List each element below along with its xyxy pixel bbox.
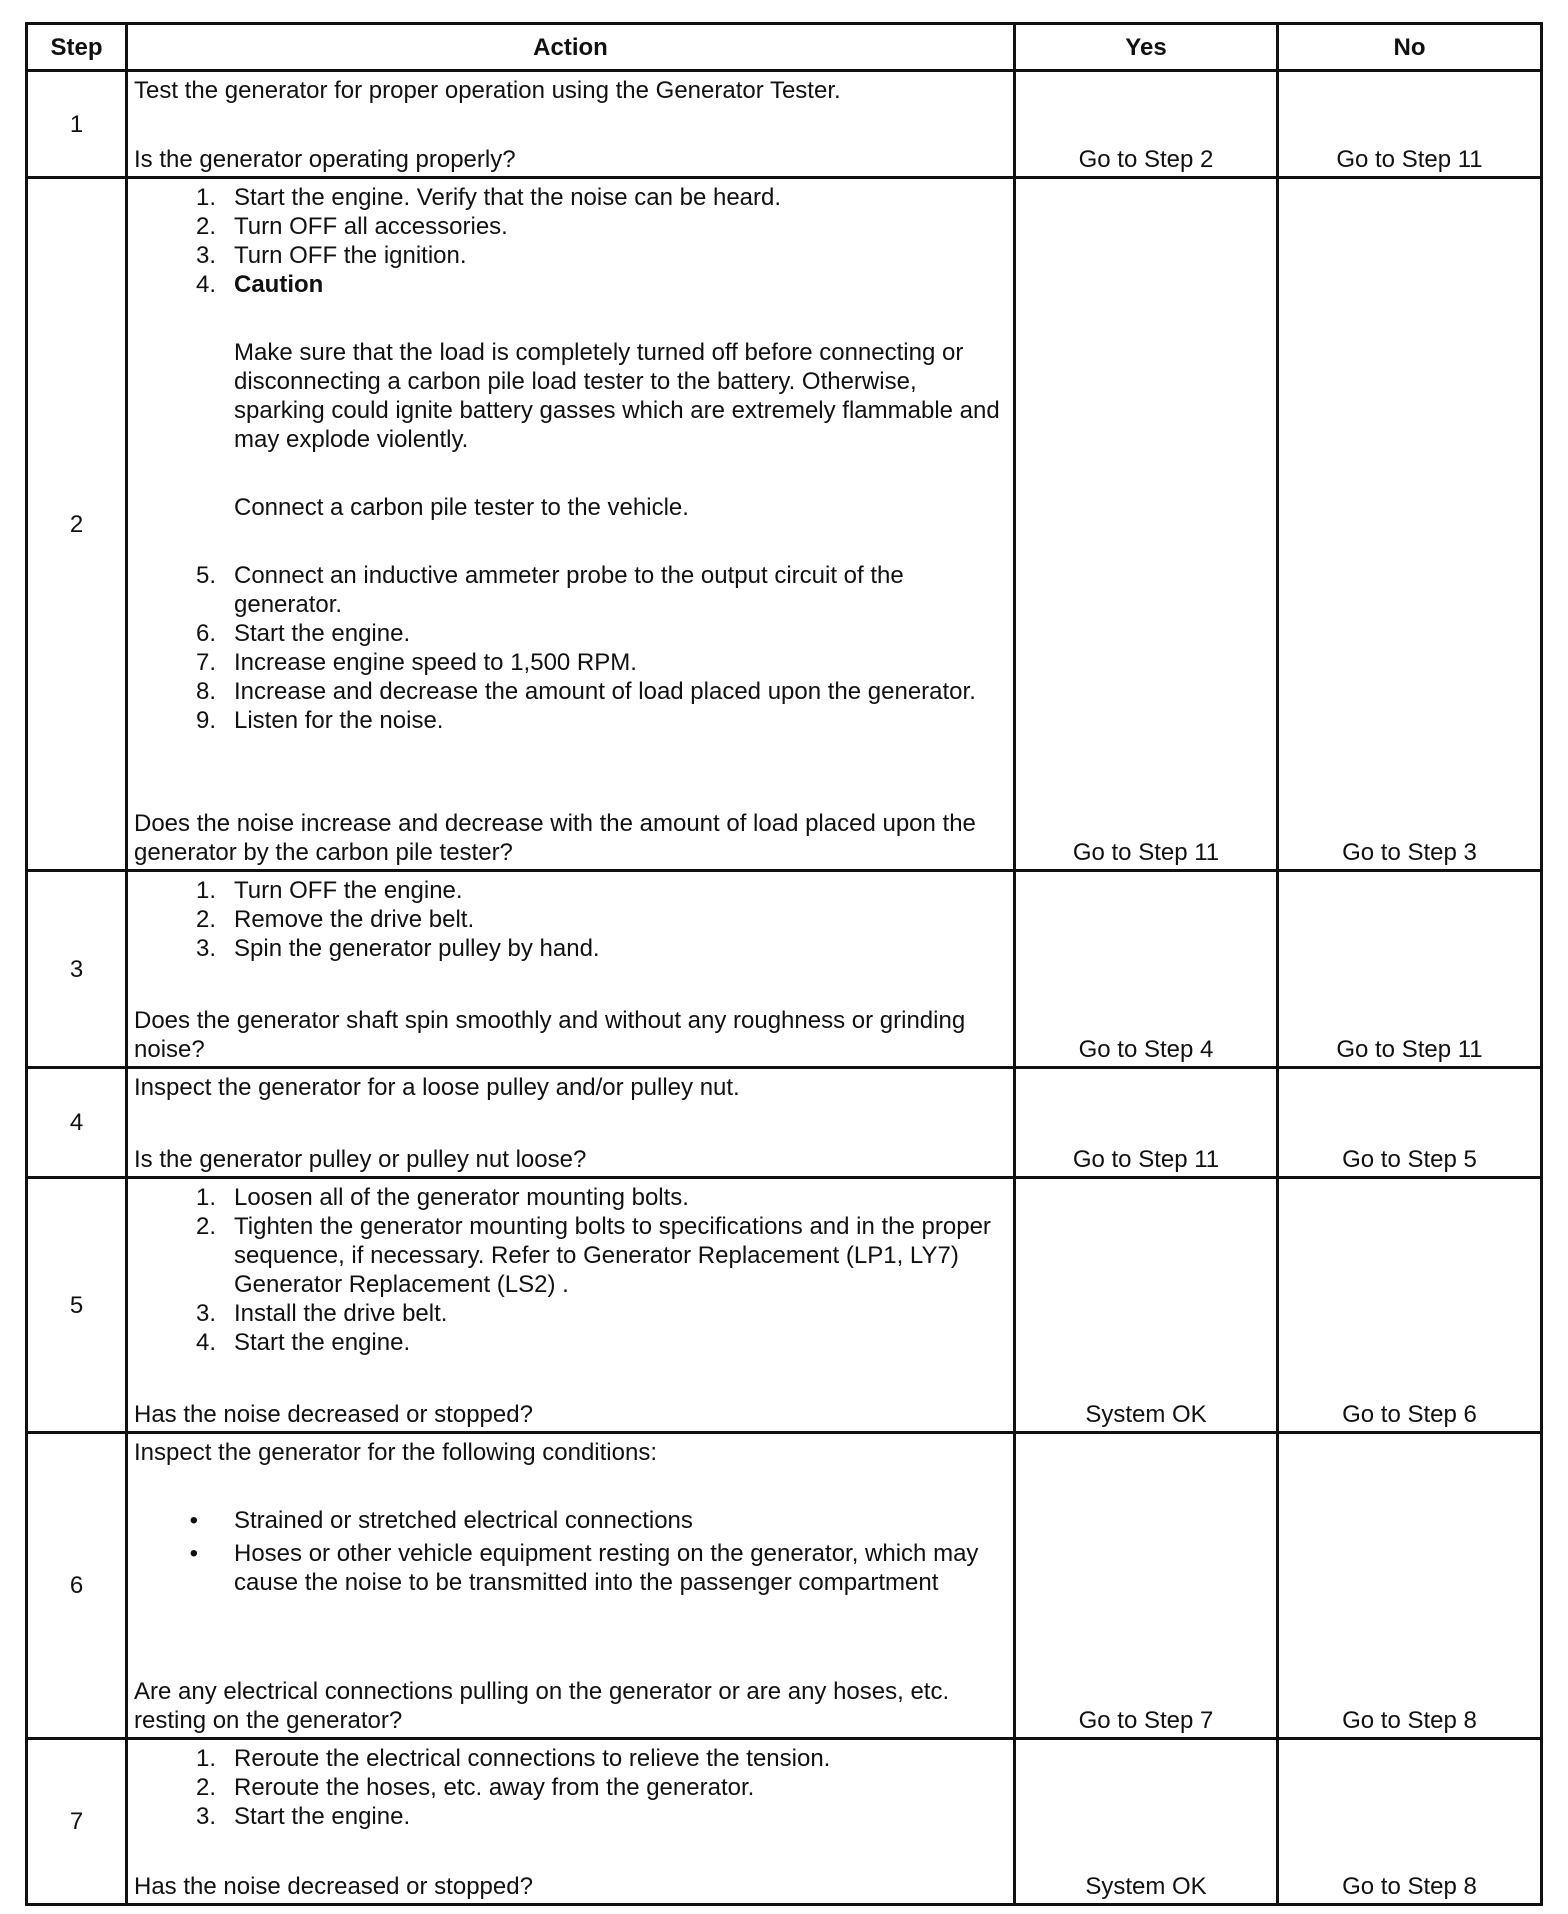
action-question: Has the noise decreased or stopped? — [134, 1873, 533, 1900]
list-item: 4. Start the engine. — [195, 1329, 411, 1356]
action-cell — [128, 1069, 1016, 1176]
connect-text: Connect a carbon pile tester to the vehicle. — [234, 494, 689, 521]
list-item: 3. Turn OFF the ignition. — [195, 242, 467, 269]
list-item: 3. Install the drive belt. — [195, 1300, 448, 1327]
action-cell — [128, 72, 1016, 176]
yes-result: Go to Step 7 — [1016, 1434, 1279, 1737]
list-item: 1. Turn OFF the engine. — [195, 877, 463, 904]
caution-text: Make sure that the load is completely turned off before connecting or disconnecting a carbon pile load tester to the battery. Otherwise, sparking could ignite battery gasses which are extremely flammable and may explode violently. — [234, 339, 1000, 453]
no-result: Go to Step 11 — [1336, 1036, 1483, 1063]
action-cell — [128, 1740, 1016, 1903]
action-cell — [128, 872, 1016, 1066]
table-row — [28, 1737, 1540, 1903]
list-item: 7. Increase engine speed to 1,500 RPM. — [195, 649, 637, 676]
no-result: Go to Step 5 — [1342, 1146, 1477, 1173]
list-item: 1. Loosen all of the generator mounting bolts. — [195, 1184, 689, 1211]
table-header-row — [28, 25, 1540, 69]
table-row — [28, 1431, 1540, 1737]
no-result: Go to Step 6 — [1342, 1401, 1477, 1428]
list-item: 9. Listen for the noise. — [195, 707, 444, 734]
table-row — [28, 1066, 1540, 1176]
yes-result: Go to Step 4 — [1016, 872, 1279, 1066]
list-item: 2. Tighten the generator mounting bolts to specifications and in the proper sequence, if necessary. Refer to Generator Replacement (LP1, LY7) Generator Replacement (LS2) . — [195, 1213, 991, 1298]
list-item: 5. Connect an inductive ammeter probe to the output circuit of the generator. — [195, 562, 904, 618]
list-item: 4. Caution — [134, 270, 1005, 299]
action-question: Is the generator pulley or pulley nut loose? — [134, 1146, 587, 1173]
table-row — [28, 176, 1540, 869]
step-number: 2 — [28, 179, 128, 869]
action-intro: Test the generator for proper operation using the Generator Tester. — [134, 77, 841, 104]
action-cell — [128, 1179, 1016, 1431]
yes-result: Go to Step 2 — [1016, 72, 1279, 176]
action-intro: Inspect the generator for a loose pulley and/or pulley nut. — [134, 1074, 740, 1101]
action-question: Does the generator shaft spin smoothly and without any roughness or grinding noise? — [134, 1007, 966, 1063]
step-number: 1 — [28, 72, 128, 176]
table-row — [28, 1176, 1540, 1431]
yes-result: Go to Step 11 — [1016, 179, 1279, 869]
list-item: 1. Reroute the electrical connections to relieve the tension. — [195, 1745, 831, 1772]
list-item: 1. Start the engine. Verify that the noise can be heard. — [195, 184, 782, 211]
step-number: 5 — [28, 1179, 128, 1431]
step-number: 6 — [28, 1434, 128, 1737]
action-intro: Inspect the generator for the following conditions: — [134, 1439, 657, 1466]
action-cell — [128, 1434, 1016, 1737]
table-row — [28, 69, 1540, 176]
list-item: 3. Start the engine. — [195, 1803, 411, 1830]
yes-result: System OK — [1016, 1740, 1279, 1903]
list-item: • Hoses or other vehicle equipment resting on the generator, which may cause the noise to be transmitted into the passenger compartment — [189, 1540, 979, 1596]
action-question: Is the generator operating properly? — [134, 146, 516, 173]
list-item: 3. Spin the generator pulley by hand. — [195, 935, 600, 962]
yes-result: Go to Step 11 — [1016, 1069, 1279, 1176]
step-number: 7 — [28, 1740, 128, 1903]
list-item: 8. Increase and decrease the amount of load placed upon the generator. — [195, 678, 976, 705]
header-yes: Yes — [1016, 25, 1279, 69]
step-number: 3 — [28, 872, 128, 1066]
action-question: Has the noise decreased or stopped? — [134, 1401, 533, 1428]
header-no: No — [1393, 33, 1426, 61]
header-action: Action — [128, 25, 1016, 69]
caution-label: Caution — [234, 271, 324, 298]
yes-result: System OK — [1016, 1179, 1279, 1431]
no-result: Go to Step 8 — [1342, 1873, 1477, 1900]
no-result: Go to Step 8 — [1342, 1707, 1477, 1734]
list-item: 2. Reroute the hoses, etc. away from the generator. — [195, 1774, 755, 1801]
header-step: Step — [28, 25, 128, 69]
step-number: 4 — [28, 1069, 128, 1176]
action-cell — [128, 179, 1016, 869]
action-question: Are any electrical connections pulling on the generator or are any hoses, etc. resting on the generator? — [134, 1678, 950, 1734]
list-item: • Strained or stretched electrical connections — [189, 1507, 693, 1534]
list-item: 2. Remove the drive belt. — [195, 906, 475, 933]
action-question: Does the noise increase and decrease with the amount of load placed upon the generator by the carbon pile tester? — [134, 810, 976, 866]
diagnostic-table — [25, 22, 1543, 1906]
table-row — [28, 869, 1540, 1066]
list-item: 2. Turn OFF all accessories. — [195, 213, 508, 240]
no-result: Go to Step 11 — [1336, 146, 1483, 173]
list-item: 6. Start the engine. — [195, 620, 411, 647]
no-result: Go to Step 3 — [1342, 839, 1477, 866]
